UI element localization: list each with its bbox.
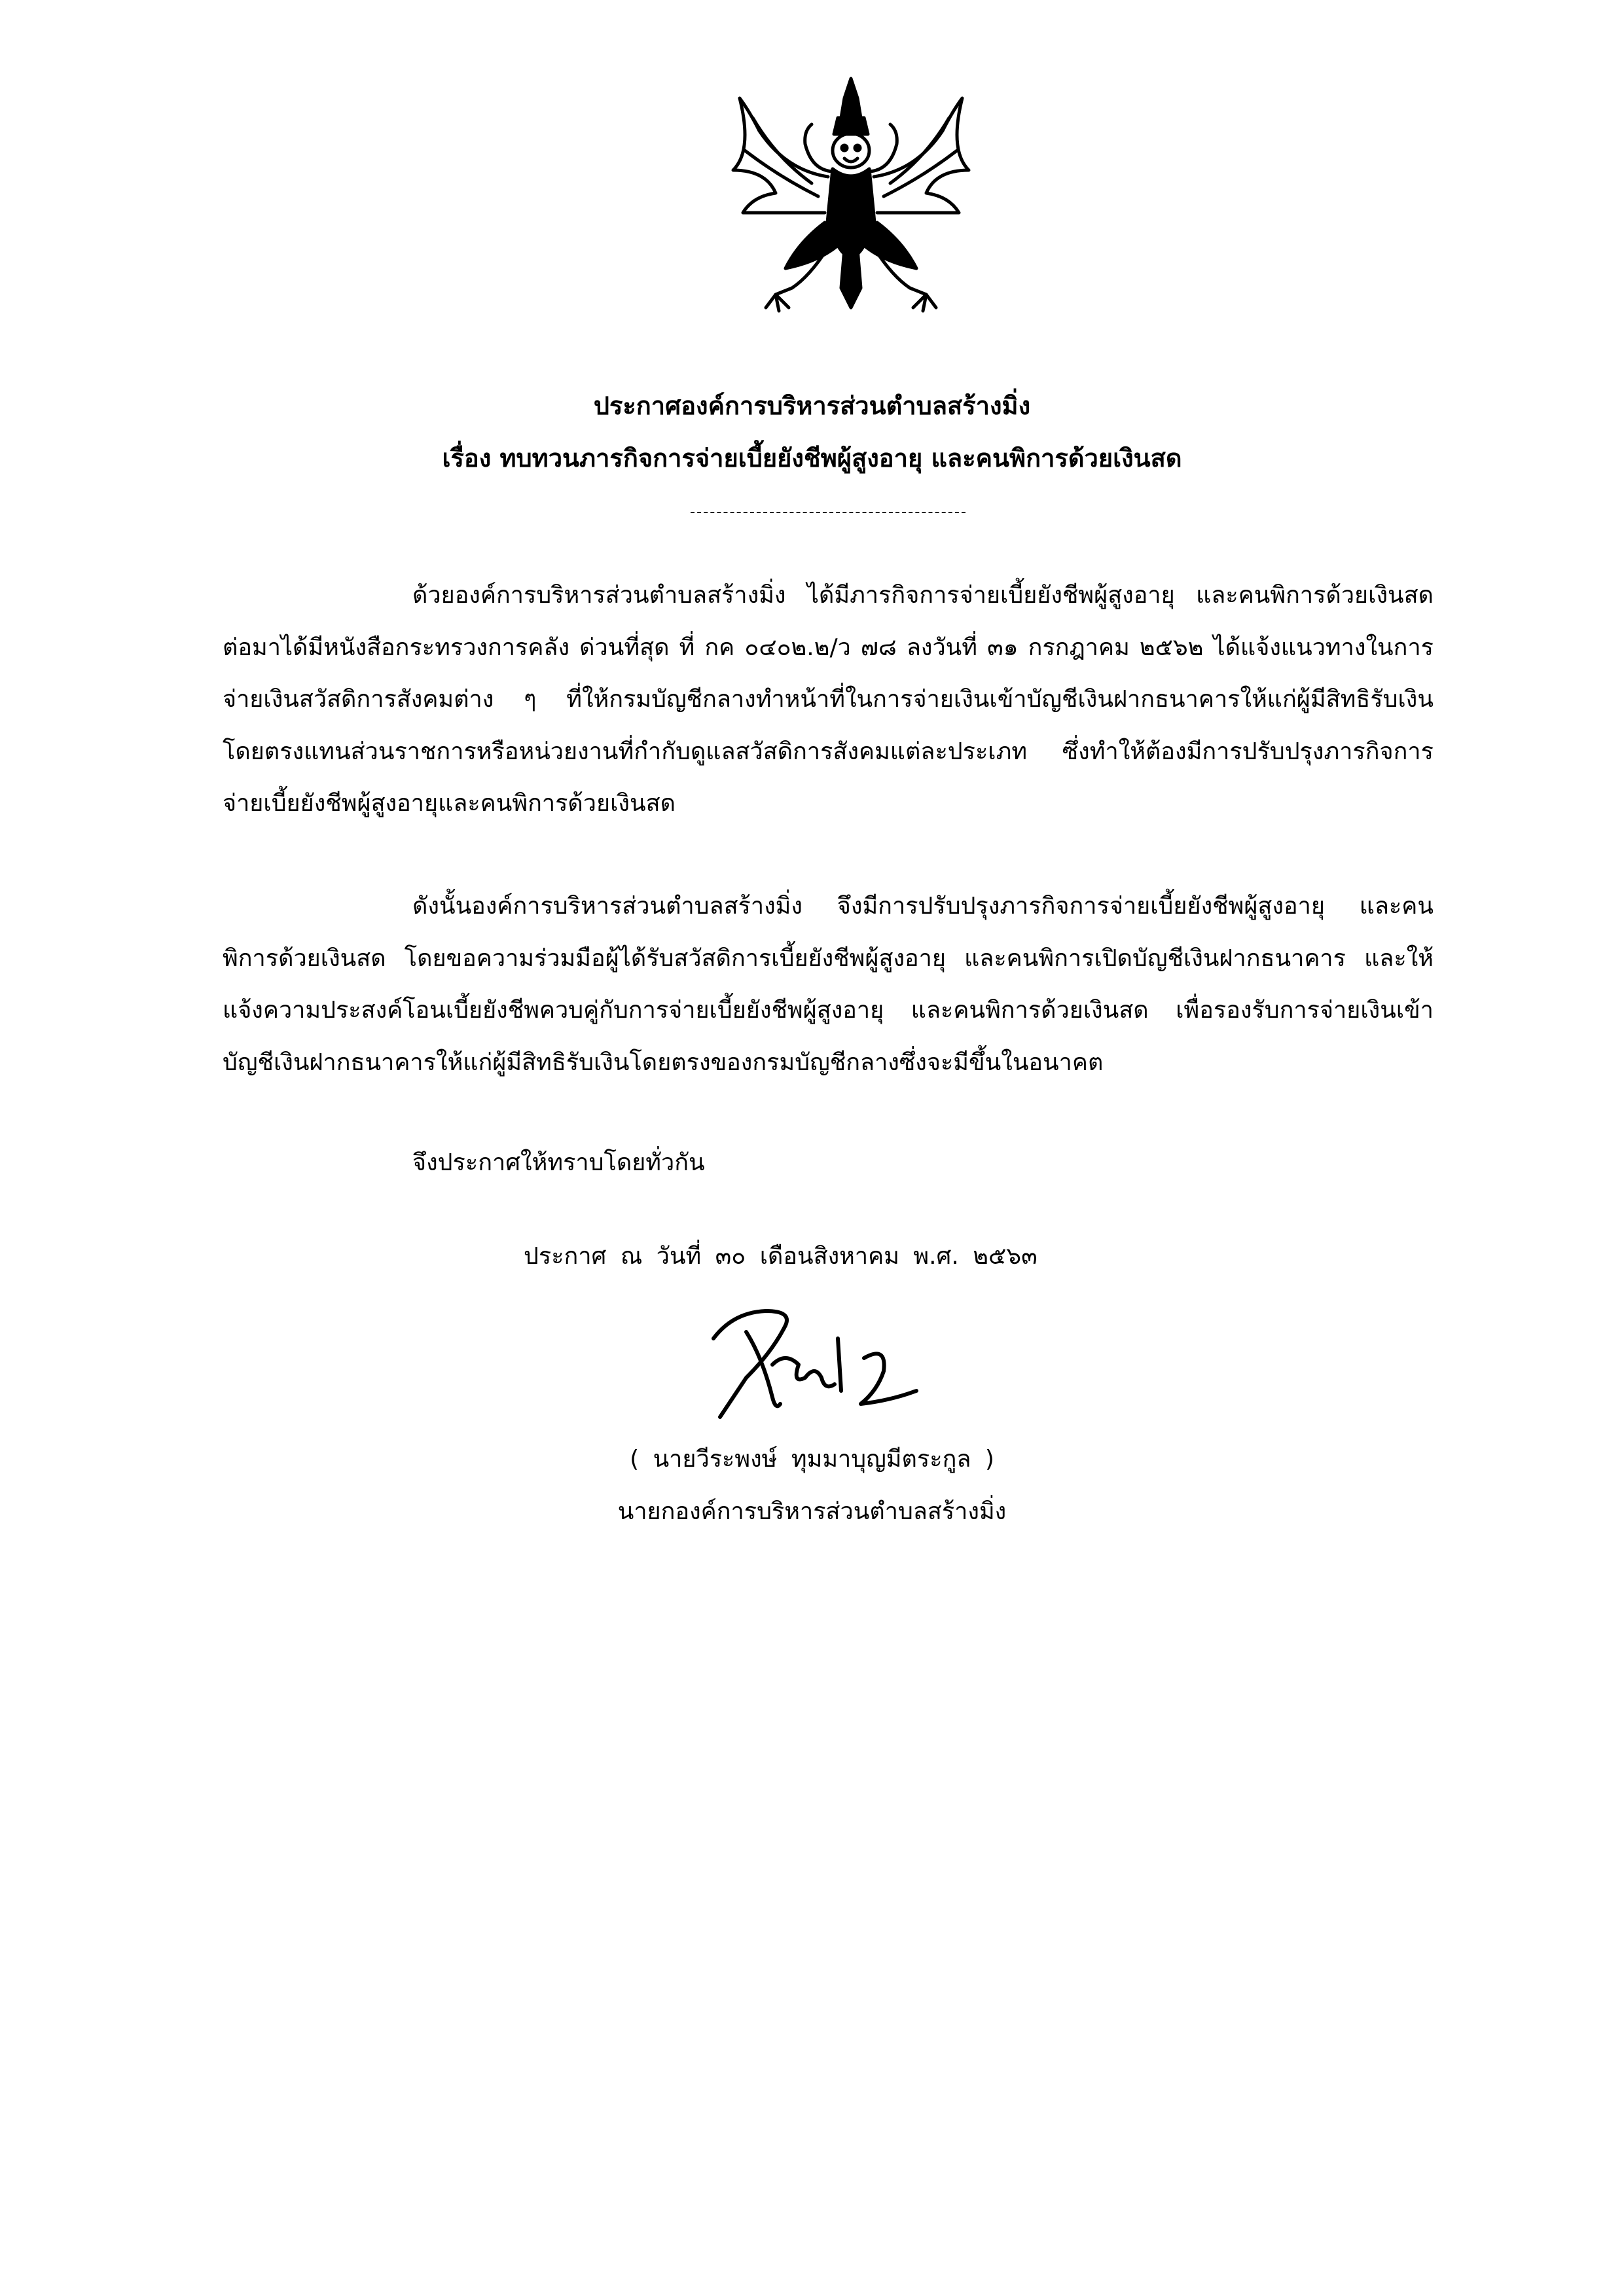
announcement-title: ประกาศองค์การบริหารส่วนตำบลสร้างมิ่ง: [593, 391, 1031, 420]
handwritten-signature: [707, 1299, 929, 1430]
signer-name: ( นายวีระพงษ์ ทุมมาบุญมีตระกูล ): [630, 1446, 994, 1473]
announcement-subject: เรื่อง ทบทวนภารกิจการจ่ายเบี้ยยังชีพผู้สูงอายุ และคนพิการด้วยเงินสด: [442, 444, 1182, 473]
body-paragraph-1: ด้วยองค์การบริหารส่วนตำบลสร้างมิ่ง ได้มีภารกิจการจ่ายเบี้ยยังชีพผู้สูงอายุ และคนพิการด้วยเงินสด ต่อมาได้มีหนังสือกระทรวงการคลัง ด่วนที่สุด ที่ กค ๐๔๐๒.๒/ว ๗๘ ลงวันที่ ๓๑ กรกฎาคม ๒๕๖๒ ได้แจ้งแนวทางในการจ่ายเงินสวัสดิการสังคมต่าง ๆ ที่ให้กรมบัญชีกลางทำหน้าที่ในการจ่ายเงินเข้าบัญชีเงินฝากธนาคารให้แก่ผู้มีสิทธิรับเงินโดยตรงแทนส่วนราชการหรือหน่วยงานที่กำกับดูแลสวัสดิการสังคมแต่ละประเภท ซึ่งทำให้ต้องมีการปรับปรุงภารกิจการจ่ายเบี้ยยังชีพผู้สูงอายุและคนพิการด้วยเงินสด: [223, 582, 1434, 817]
closing-statement: จึงประกาศให้ทราบโดยทั่วกัน: [412, 1149, 705, 1176]
signer-title: นายกองค์การบริหารส่วนตำบลสร้างมิ่ง: [617, 1498, 1007, 1525]
body-paragraph-2: ดังนั้นองค์การบริหารส่วนตำบลสร้างมิ่ง จึงมีการปรับปรุงภารกิจการจ่ายเบี้ยยังชีพผู้สูงอายุ และคนพิการด้วยเงินสด โดยขอความร่วมมือผู้ได้รับสวัสดิการเบี้ยยังชีพผู้สูงอายุ และคนพิการเปิดบัญชีเงินฝากธนาคาร และให้แจ้งความประสงค์โอนเบี้ยยังชีพควบคู่กับการจ่ายเบี้ยยังชีพผู้สูงอายุ และคนพิการด้วยเงินสด เพื่อรองรับการจ่ายเงินเข้าบัญชีเงินฝากธนาคารให้แก่ผู้มีสิทธิรับเงินโดยตรงของกรมบัญชีกลางซึ่งจะมีขึ้นในอนาคต: [223, 893, 1434, 1076]
title-divider: [691, 512, 965, 513]
garuda-emblem-icon: [713, 72, 988, 327]
announcement-date: ประกาศ ณ วันที่ ๓๐ เดือนสิงหาคม พ.ศ. ๒๕๖๓: [524, 1243, 1038, 1270]
